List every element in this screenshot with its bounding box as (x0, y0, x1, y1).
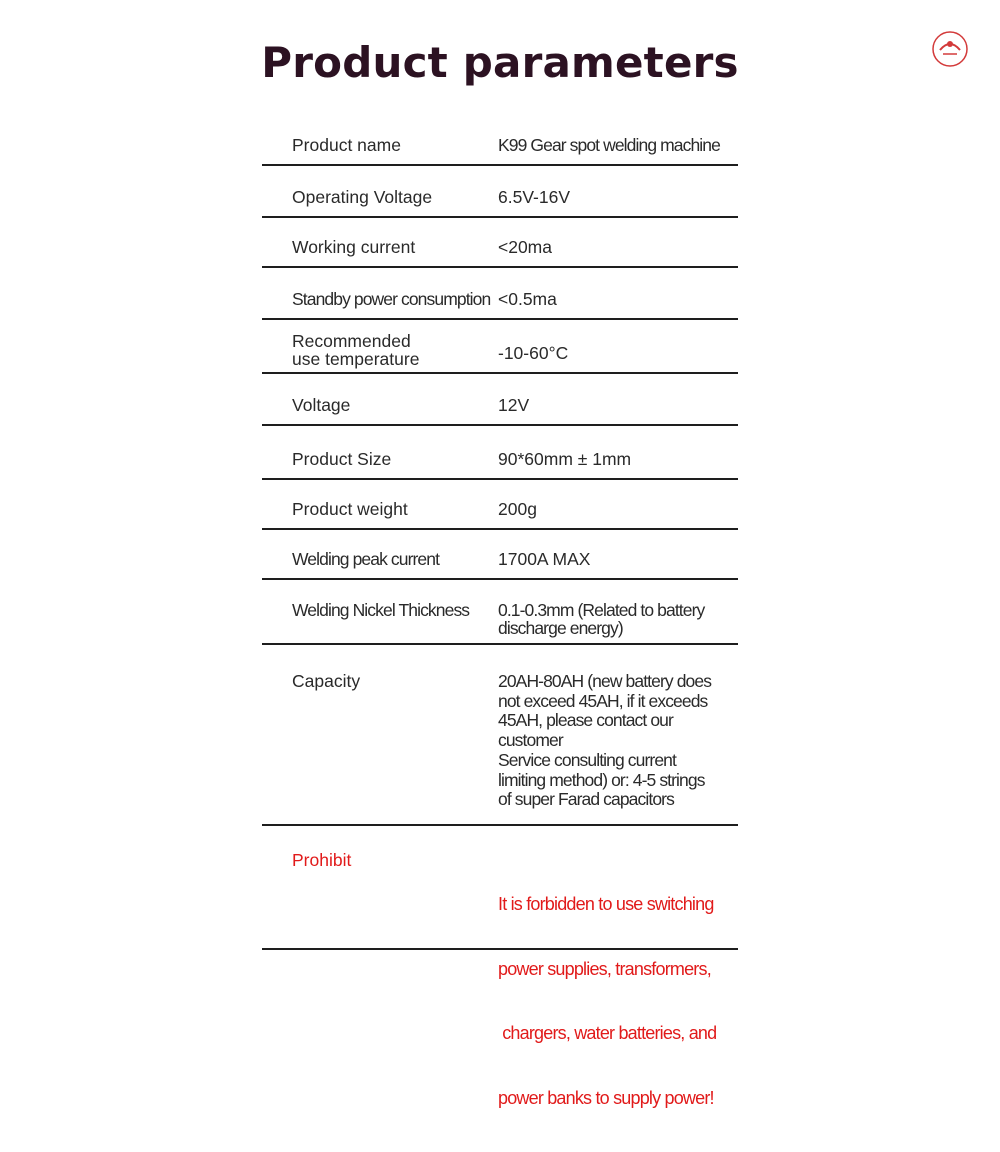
row-value-line: 0.1-0.3mm (Related to battery (498, 600, 705, 620)
row-value (498, 851, 734, 1152)
row-label-line: use temperature (292, 349, 420, 369)
row-value-line: not exceed 45AH, if it exceeds (498, 690, 708, 711)
table-row (262, 530, 738, 580)
row-value: <20ma (498, 237, 552, 257)
table-row (262, 268, 738, 320)
row-value: 6.5V-16V (498, 187, 570, 207)
row-value: K99 Gear spot welding machine (498, 135, 720, 155)
table-row (262, 826, 738, 1108)
row-label: Working current (292, 237, 416, 257)
row-label: Product Size (292, 449, 392, 469)
row-value-line: limiting method) or: 4-5 strings (498, 769, 705, 790)
row-value-line: discharge energy) (498, 618, 623, 638)
row-value (498, 601, 734, 637)
row-value: <0.5ma (498, 289, 557, 309)
row-value-line: of super Farad capacitors (498, 789, 674, 810)
row-label: Product weight (292, 499, 408, 519)
table-row (262, 480, 738, 530)
table-row (262, 580, 738, 645)
row-label-line: Recommended (292, 331, 411, 351)
row-value-line: Service consulting current (498, 749, 676, 770)
row-label: Welding peak current (292, 549, 440, 569)
table-row (262, 218, 738, 268)
row-label: Welding Nickel Thickness (292, 600, 470, 620)
brand-logo-icon (931, 30, 969, 68)
row-label (292, 332, 492, 368)
row-value-line: 45AH, please contact our (498, 710, 673, 731)
row-value: 12V (498, 395, 530, 415)
row-value: -10-60°C (498, 343, 569, 363)
row-value-line: It is forbidden to use switching (498, 894, 714, 914)
row-label: Product name (292, 135, 401, 155)
row-label: Standby power consumption (292, 289, 491, 309)
row-label: Operating Voltage (292, 187, 433, 207)
table-row (262, 426, 738, 480)
row-label: Prohibit (292, 850, 352, 870)
row-value-line: customer (498, 730, 563, 751)
row-label: Voltage (292, 395, 351, 415)
table-row (262, 128, 738, 166)
row-value: 1700A MAX (498, 549, 591, 569)
row-value-line: power supplies, transformers, (498, 958, 711, 979)
row-value: 90*60mm ± 1mm (498, 449, 632, 469)
row-label: Capacity (292, 671, 361, 691)
page-title: Product parameters (261, 38, 739, 87)
row-value (498, 672, 734, 810)
table-row (262, 645, 738, 826)
row-value-line: chargers, water batteries, and (498, 1023, 717, 1043)
table-row (262, 166, 738, 218)
table-row (262, 320, 738, 374)
row-value-line: 20AH-80AH (new battery does (498, 671, 712, 691)
row-value-line: power banks to supply power! (498, 1087, 714, 1108)
table-row (262, 374, 738, 426)
row-value: 200g (498, 499, 537, 519)
